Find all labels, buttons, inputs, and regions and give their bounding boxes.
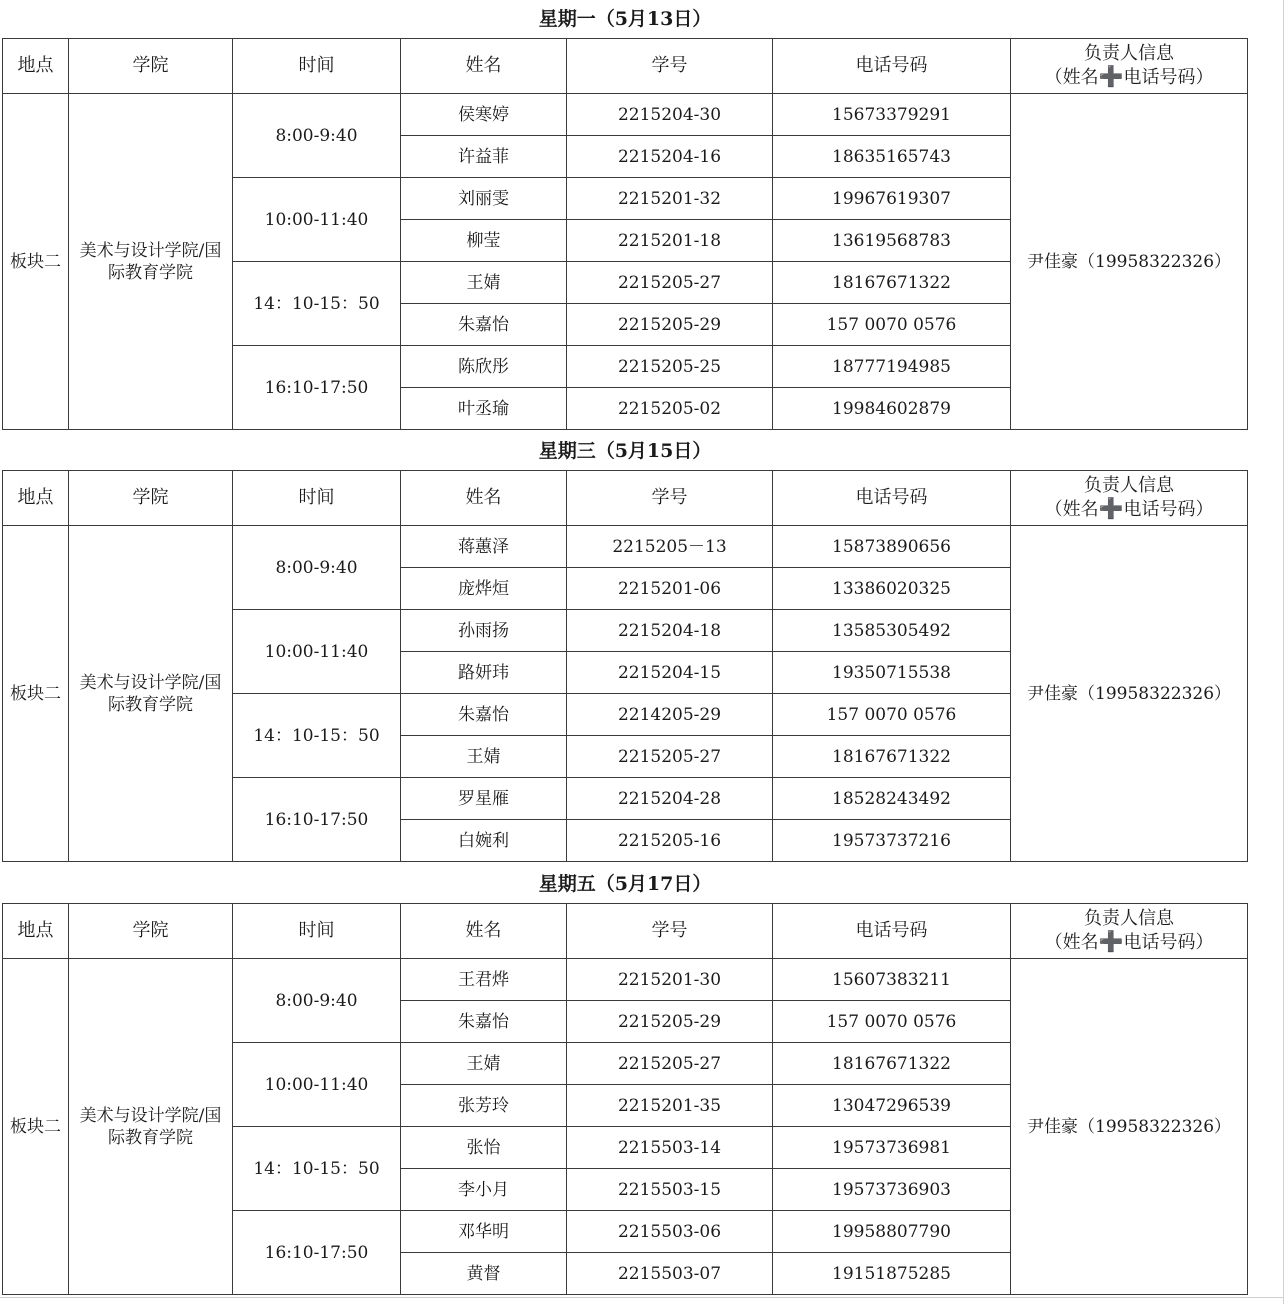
name-cell[interactable]: 朱嘉怡 bbox=[401, 694, 567, 736]
phone-cell[interactable]: 13386020325 bbox=[773, 568, 1011, 610]
header-leader-line2-b: 电话号码） bbox=[1123, 932, 1214, 953]
phone-cell[interactable]: 157 0070 0576 bbox=[773, 1001, 1011, 1043]
time-slot-cell[interactable]: 14：10-15：50 bbox=[233, 262, 401, 346]
header-place[interactable]: 地点 bbox=[3, 39, 69, 94]
name-cell[interactable]: 张怡 bbox=[401, 1127, 567, 1169]
name-cell[interactable]: 路妍玮 bbox=[401, 652, 567, 694]
header-leader-line2-a: （姓名 bbox=[1044, 499, 1099, 520]
header-leader-line1: 负责人信息 bbox=[1084, 475, 1175, 496]
student-id-cell[interactable]: 2215201-35 bbox=[567, 1085, 773, 1127]
student-id-cell[interactable]: 2215201-18 bbox=[567, 220, 773, 262]
header-student-id[interactable]: 学号 bbox=[567, 39, 773, 94]
phone-cell[interactable]: 19967619307 bbox=[773, 178, 1011, 220]
student-id-cell[interactable]: 2215205－13 bbox=[567, 526, 773, 568]
header-leader-line2 bbox=[1011, 65, 1247, 89]
leader-cell[interactable]: 尹佳豪（19958322326） bbox=[1011, 526, 1248, 862]
name-cell[interactable]: 王婧 bbox=[401, 262, 567, 304]
phone-cell[interactable]: 15607383211 bbox=[773, 959, 1011, 1001]
student-id-cell[interactable]: 2215204-30 bbox=[567, 94, 773, 136]
college-cell[interactable]: 美术与设计学院/国际教育学院 bbox=[69, 526, 233, 862]
student-id-cell[interactable]: 2215503-06 bbox=[567, 1211, 773, 1253]
phone-cell[interactable]: 18167671322 bbox=[773, 1043, 1011, 1085]
time-slot-cell[interactable]: 10:00-11:40 bbox=[233, 1043, 401, 1127]
header-phone[interactable]: 电话号码 bbox=[773, 904, 1011, 959]
grid-bottom-line bbox=[0, 1297, 1284, 1298]
header-time[interactable]: 时间 bbox=[233, 39, 401, 94]
header-leader-line2-a: （姓名 bbox=[1044, 67, 1099, 88]
phone-cell[interactable]: 157 0070 0576 bbox=[773, 304, 1011, 346]
table-row bbox=[3, 94, 1248, 136]
student-id-cell[interactable]: 2215205-27 bbox=[567, 262, 773, 304]
header-leader-info[interactable] bbox=[1011, 471, 1248, 526]
student-id-cell[interactable]: 2215503-07 bbox=[567, 1253, 773, 1295]
name-cell[interactable]: 王婧 bbox=[401, 1043, 567, 1085]
header-leader-info[interactable] bbox=[1011, 904, 1248, 959]
header-leader-line2 bbox=[1011, 930, 1247, 954]
student-id-cell[interactable]: 2215204-28 bbox=[567, 778, 773, 820]
student-id-cell[interactable]: 2215204-16 bbox=[567, 136, 773, 178]
phone-cell[interactable]: 19984602879 bbox=[773, 388, 1011, 430]
header-leader-line1: 负责人信息 bbox=[1084, 43, 1175, 64]
time-slot-cell[interactable]: 8:00-9:40 bbox=[233, 959, 401, 1043]
day-title-row bbox=[3, 865, 1248, 904]
table-row bbox=[3, 526, 1248, 568]
place-cell[interactable]: 板块二 bbox=[3, 959, 69, 1295]
student-id-cell[interactable]: 2215201-30 bbox=[567, 959, 773, 1001]
header-place[interactable]: 地点 bbox=[3, 904, 69, 959]
name-cell[interactable]: 王君烨 bbox=[401, 959, 567, 1001]
student-id-cell[interactable]: 2215205-29 bbox=[567, 1001, 773, 1043]
name-cell[interactable]: 李小月 bbox=[401, 1169, 567, 1211]
name-cell[interactable]: 张芳玲 bbox=[401, 1085, 567, 1127]
name-cell[interactable]: 朱嘉怡 bbox=[401, 304, 567, 346]
header-college[interactable]: 学院 bbox=[69, 39, 233, 94]
time-slot-cell[interactable]: 10:00-11:40 bbox=[233, 610, 401, 694]
college-cell[interactable]: 美术与设计学院/国际教育学院 bbox=[69, 94, 233, 430]
plus-icon: ➕ bbox=[1098, 929, 1124, 953]
phone-cell[interactable]: 15673379291 bbox=[773, 94, 1011, 136]
header-leader-line2 bbox=[1011, 497, 1247, 521]
name-cell[interactable]: 叶丞瑜 bbox=[401, 388, 567, 430]
time-slot-cell[interactable]: 16:10-17:50 bbox=[233, 1211, 401, 1295]
header-college[interactable]: 学院 bbox=[69, 904, 233, 959]
leader-cell[interactable]: 尹佳豪（19958322326） bbox=[1011, 959, 1248, 1295]
time-slot-cell[interactable]: 8:00-9:40 bbox=[233, 526, 401, 610]
header-student-id[interactable]: 学号 bbox=[567, 904, 773, 959]
student-id-cell[interactable]: 2215205-16 bbox=[567, 820, 773, 862]
phone-cell[interactable]: 19151875285 bbox=[773, 1253, 1011, 1295]
student-id-cell[interactable]: 2215205-25 bbox=[567, 346, 773, 388]
student-id-cell[interactable]: 2214205-29 bbox=[567, 694, 773, 736]
table-row bbox=[3, 959, 1248, 1001]
phone-cell[interactable]: 13585305492 bbox=[773, 610, 1011, 652]
place-cell[interactable]: 板块二 bbox=[3, 526, 69, 862]
header-leader-line2-a: （姓名 bbox=[1044, 932, 1099, 953]
schedule-block bbox=[2, 432, 1248, 862]
plus-icon: ➕ bbox=[1098, 496, 1124, 520]
name-cell[interactable]: 朱嘉怡 bbox=[401, 1001, 567, 1043]
header-row bbox=[3, 39, 1248, 94]
phone-cell[interactable]: 13047296539 bbox=[773, 1085, 1011, 1127]
phone-cell[interactable]: 15873890656 bbox=[773, 526, 1011, 568]
name-cell[interactable]: 罗星雁 bbox=[401, 778, 567, 820]
student-id-cell[interactable]: 2215201-06 bbox=[567, 568, 773, 610]
phone-cell[interactable]: 157 0070 0576 bbox=[773, 694, 1011, 736]
student-id-cell[interactable]: 2215503-15 bbox=[567, 1169, 773, 1211]
time-slot-cell[interactable]: 10:00-11:40 bbox=[233, 178, 401, 262]
time-slot-cell[interactable]: 14：10-15：50 bbox=[233, 1127, 401, 1211]
day-title[interactable]: 星期五（5月17日） bbox=[3, 865, 1248, 904]
phone-cell[interactable]: 13619568783 bbox=[773, 220, 1011, 262]
student-id-cell[interactable]: 2215503-14 bbox=[567, 1127, 773, 1169]
name-cell[interactable]: 陈欣彤 bbox=[401, 346, 567, 388]
day-title-row bbox=[3, 0, 1248, 39]
header-phone[interactable]: 电话号码 bbox=[773, 39, 1011, 94]
phone-cell[interactable]: 19573736981 bbox=[773, 1127, 1011, 1169]
name-cell[interactable]: 邓华明 bbox=[401, 1211, 567, 1253]
header-name[interactable]: 姓名 bbox=[401, 904, 567, 959]
place-cell[interactable]: 板块二 bbox=[3, 94, 69, 430]
name-cell[interactable]: 孙雨扬 bbox=[401, 610, 567, 652]
student-id-cell[interactable]: 2215205-02 bbox=[567, 388, 773, 430]
leader-cell[interactable]: 尹佳豪（19958322326） bbox=[1011, 94, 1248, 430]
header-name[interactable]: 姓名 bbox=[401, 39, 567, 94]
phone-cell[interactable]: 18167671322 bbox=[773, 262, 1011, 304]
phone-cell[interactable]: 18635165743 bbox=[773, 136, 1011, 178]
day-title[interactable]: 星期三（5月15日） bbox=[3, 432, 1248, 471]
schedule-block bbox=[2, 0, 1248, 430]
header-student-id[interactable]: 学号 bbox=[567, 471, 773, 526]
schedule-block bbox=[2, 865, 1248, 1295]
student-id-cell[interactable]: 2215204-18 bbox=[567, 610, 773, 652]
name-cell[interactable]: 许益菲 bbox=[401, 136, 567, 178]
student-id-cell[interactable]: 2215205-27 bbox=[567, 1043, 773, 1085]
phone-cell[interactable]: 19350715538 bbox=[773, 652, 1011, 694]
student-id-cell[interactable]: 2215204-15 bbox=[567, 652, 773, 694]
name-cell[interactable]: 蒋蕙泽 bbox=[401, 526, 567, 568]
header-row bbox=[3, 904, 1248, 959]
student-id-cell[interactable]: 2215205-29 bbox=[567, 304, 773, 346]
header-leader-line2-b: 电话号码） bbox=[1123, 67, 1214, 88]
phone-cell[interactable]: 19573736903 bbox=[773, 1169, 1011, 1211]
header-place[interactable]: 地点 bbox=[3, 471, 69, 526]
header-leader-info[interactable] bbox=[1011, 39, 1248, 94]
header-college[interactable]: 学院 bbox=[69, 471, 233, 526]
plus-icon: ➕ bbox=[1098, 64, 1124, 88]
name-cell[interactable]: 侯寒婷 bbox=[401, 94, 567, 136]
time-slot-cell[interactable]: 14：10-15：50 bbox=[233, 694, 401, 778]
phone-cell[interactable]: 19573737216 bbox=[773, 820, 1011, 862]
header-time[interactable]: 时间 bbox=[233, 471, 401, 526]
header-leader-line1: 负责人信息 bbox=[1084, 908, 1175, 929]
phone-cell[interactable]: 18528243492 bbox=[773, 778, 1011, 820]
phone-cell[interactable]: 19958807790 bbox=[773, 1211, 1011, 1253]
header-row bbox=[3, 471, 1248, 526]
name-cell[interactable]: 刘丽雯 bbox=[401, 178, 567, 220]
time-slot-cell[interactable]: 16:10-17:50 bbox=[233, 346, 401, 430]
header-phone[interactable]: 电话号码 bbox=[773, 471, 1011, 526]
time-slot-cell[interactable]: 8:00-9:40 bbox=[233, 94, 401, 178]
time-slot-cell[interactable]: 16:10-17:50 bbox=[233, 778, 401, 862]
name-cell[interactable]: 柳莹 bbox=[401, 220, 567, 262]
student-id-cell[interactable]: 2215201-32 bbox=[567, 178, 773, 220]
header-time[interactable]: 时间 bbox=[233, 904, 401, 959]
name-cell[interactable]: 王婧 bbox=[401, 736, 567, 778]
header-name[interactable]: 姓名 bbox=[401, 471, 567, 526]
day-title-row bbox=[3, 432, 1248, 471]
header-leader-line2-b: 电话号码） bbox=[1123, 499, 1214, 520]
name-cell[interactable]: 黄督 bbox=[401, 1253, 567, 1295]
phone-cell[interactable]: 18777194985 bbox=[773, 346, 1011, 388]
phone-cell[interactable]: 18167671322 bbox=[773, 736, 1011, 778]
name-cell[interactable]: 庞烨烜 bbox=[401, 568, 567, 610]
student-id-cell[interactable]: 2215205-27 bbox=[567, 736, 773, 778]
college-cell[interactable]: 美术与设计学院/国际教育学院 bbox=[69, 959, 233, 1295]
name-cell[interactable]: 白婉利 bbox=[401, 820, 567, 862]
day-title[interactable]: 星期一（5月13日） bbox=[3, 0, 1248, 39]
